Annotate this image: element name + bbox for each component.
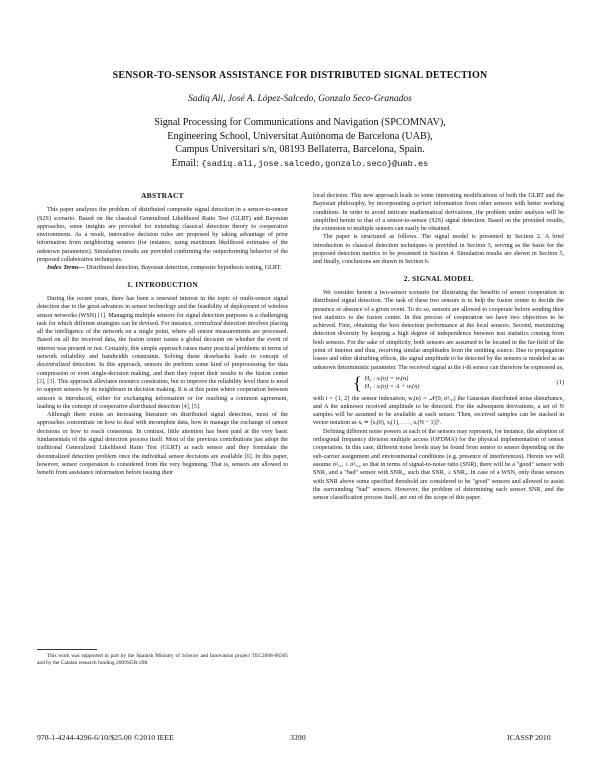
signal-model-paragraph: We consider herein a two-sensor scenario for illustrating the benefits of sensor cooperation in distributed signal detection. The task of these two sensors is to help the fusion center to decide the presence or absence of a given event. To do so, sensors are allowed to cooperate before sending their test statistics to the fusion center. In this process of cooperation we have two objectives to be achieved. First, obtaining the best detection performance at the local sensors. Second, maximizing detection diversity by keeping a high degree of independence between test statistics coming from both sensors. For the sake of simplicity, both sensors are assumed to be located in the far-field of the point of interest and thus, receiving similar amplitudes from the emitting source. Due to propagation losses and other disturbing effects, the signal amplitude to be detected by the sensors is modeled as an unknown deterministic parameter. The received signal at the i-th sensor can therefore be expressed as, (313, 289, 564, 371)
noise-powers-paragraph: Defining different noise powers at each of the sensors may represent, for instance, the adoption of orthogonal frequency division multiple access (OFDMA) for the physical implementation of sensor cooperation. In this case, different noise levels may be found from sensor to sensor depending on the sub-carrier assignment and environmental conditions (e.g. presence of interferences). Herein we will assume σ²ᵥ,₁ ≤ σ²ᵥ,₂ so that in terms of signal-to-noise ratio (SNR), there will be a "good" sensor with SNR₁ and a "bad" sensor with SNR₂, such that SNR₁ ≥ SNR₂. In case of a WSN, only those sensors with SNR above some specified threshold are considered to be "good" sensors and allowed to assist the surrounding "bad" sensors. However, the problem of determining each sensor SNR, and the sensor classification process itself, are out of the scope of this paper. (313, 428, 564, 502)
affiliation-line: Engineering School, Universitat Autònoma de Barcelona (UAB), (167, 130, 433, 142)
author-list: Sadiq Ali, José A. López-Salcedo, Gonzalo Seco-Granados (188, 94, 412, 104)
introduction-heading: 1. INTRODUCTION (126, 279, 199, 289)
funding-footnote (37, 649, 288, 666)
footer-isbn: 978-1-4244-4296-6/10/$25.00 ©2010 IEEE (37, 733, 174, 742)
index-terms-list: Distributed detection, Bayesian detection, composite hypothesis testing, GLRT. (84, 265, 282, 272)
footer-venue: ICASSP 2010 (507, 733, 551, 742)
page-footer (0, 733, 600, 745)
equation-h1: H₁ : xᵢ(n) = A + wᵢ(n) (364, 383, 420, 391)
equation-1 (313, 375, 564, 392)
citation-link[interactable]: [6] (244, 453, 252, 460)
affiliation-block (0, 116, 600, 171)
citation-link[interactable]: [1] (97, 312, 106, 319)
noise-model-paragraph: with i = {1, 2} the sensor indexation, wᵢ(n) ∼ 𝒩(0, σ²ᵥ,ᵢ) the Gaussian distributed noise disturbance, and A the unknown received amplitude to be detected. For the subsequent derivations, a set of N samples will be assumed to be available at each sensor. Then, received samples can be stacked in vector notation as xᵢ ≐ [xᵢ(0), xᵢ(1), . . . , xᵢ(N − 1)]ᵀ. (313, 395, 564, 427)
equation-number: (1) (556, 379, 564, 387)
index-terms-label: Index Terms— (47, 265, 85, 272)
signal-model-heading: 2. SIGNAL MODEL (403, 273, 474, 283)
footnote-text: This work was supported in part by the Spanish Ministry of Science and Innovation project TEC2008-06305 and by the Catalan research funding 2009SGR-298. (37, 653, 288, 666)
right-column (313, 192, 564, 502)
email-label: Email: (171, 157, 199, 169)
paper-structure-paragraph: The paper is structured as follows. The signal model is presented in Section 2. A brief introduction to classical detection techniques is provided in Section 3, serving as the basis for the proposed detection metrics to be presented in Section 4. Simulation results are shown in Section 5, and finally, conclusions are drawn in Section 6. (313, 234, 564, 266)
equation-h0: H₀ : xᵢ(n) = wᵢ(n) (364, 374, 409, 382)
abstract-text: This paper analyzes the problem of distributed composite signal detection in a sensor-to-sensor (S2S) scenario. Based on the classical Generalized Likelihood Ratio Test (GLRT) and Bayesian approaches, some insights are provided for extending classical detection theory to cooperative environments. As a result, innovative decision rules are proposed by taking advantage of prior information from neighboring sensors (for instance, using maximum likelihood estimates of the unknown parameters). Simulation results are provided confirming the outperforming behavior of the proposed collaborative techniques. (37, 207, 288, 264)
citation-link[interactable]: [2], [3] (37, 378, 55, 385)
abstract-heading: ABSTRACT (141, 191, 184, 200)
footnote-rule (37, 649, 97, 650)
index-terms (37, 264, 288, 272)
intro-continued-paragraph: local decision. This new approach leads to some interesting modifications of both the GLRT and the Bayesian philosophy, by incorporating a-priori information from other sensors with better working conditions. In order to avoid intricate mathematical derivations, the problem under analysis will be simplified herein to that of a sensor-to-sensor (S2S) signal detection. Based on the provided results, the extension to multiple sensors can easily be obtained. (313, 193, 564, 233)
page-number: 3390 (290, 733, 306, 742)
left-column (37, 192, 288, 478)
email-address: {sadiq.ali,jose.salcedo,gonzalo.seco}@uab.es (201, 158, 429, 169)
intro-paragraph-2: Although there exists an increasing literature on distributed signal detection, most of the approaches concentrate on how to deal with incomplete data, how to manage the exchange of sensor decisions or how to reach consensus. In contrast, little attention has been paid at the very basic fundamentals of the signal detection process itself. Most of the previous contributions just adopt the traditional Generalized Likelihood Ratio Test (GLRT) at each sensor and they formulate the decentralized detection problem once the individual sensor decisions are available [6]. In this paper, however, sensor cooperation is considered from the very beginning. That is, sensors are allowed to benefit from assistance information before issuing their (37, 412, 288, 477)
equation-brace: { (353, 373, 362, 394)
affiliation-line: Signal Processing for Communications and Navigation (SPCOMNAV), (154, 117, 446, 128)
intro-paragraph-1: During the recent years, there has been a renewed interest in the topic of multi-sensor signal detection due to the great advances in sensor technology and the feasibility of deployment of wireless sensor networks (WSN) [1]. Managing multiple sensors for signal detection purposes is a challenging task for which different strategies can be devised. For instance, centralized detection involves placing all the intelligence of the network on a single point, where all sensor measurements are processed. Based on all the received data, the fusion center issues a global decision on whether the event of interest was present or not. Certainly, this simple approach raises many practical problems in terms of network reliability and bandwidth constraints. Solving these drawbacks leads to concept of decentralized detection. In this approach, sensors do perform some kind of preprocessing for data compression or even single-decision making, and then they report their results to the fusion center [2], [3]. This approach alleviates resource constraints, but to improve the reliability level there is need to support sensors by its neighbours in decision making. It is at this point where cooperation between sensors is introduced, either for exchanging information or for reaching a common agreement, leading to the concept of cooperative distributed detection [4], [5]. (37, 295, 289, 410)
affiliation-line: Campus Universitari s/n, 08193 Bellaterra, Barcelona, Spain. (175, 144, 425, 156)
email-line (0, 157, 600, 172)
citation-link[interactable]: [4], [5] (181, 403, 200, 410)
paper-title: SENSOR-TO-SENSOR ASSISTANCE FOR DISTRIBUTED SIGNAL DETECTION (112, 70, 488, 81)
